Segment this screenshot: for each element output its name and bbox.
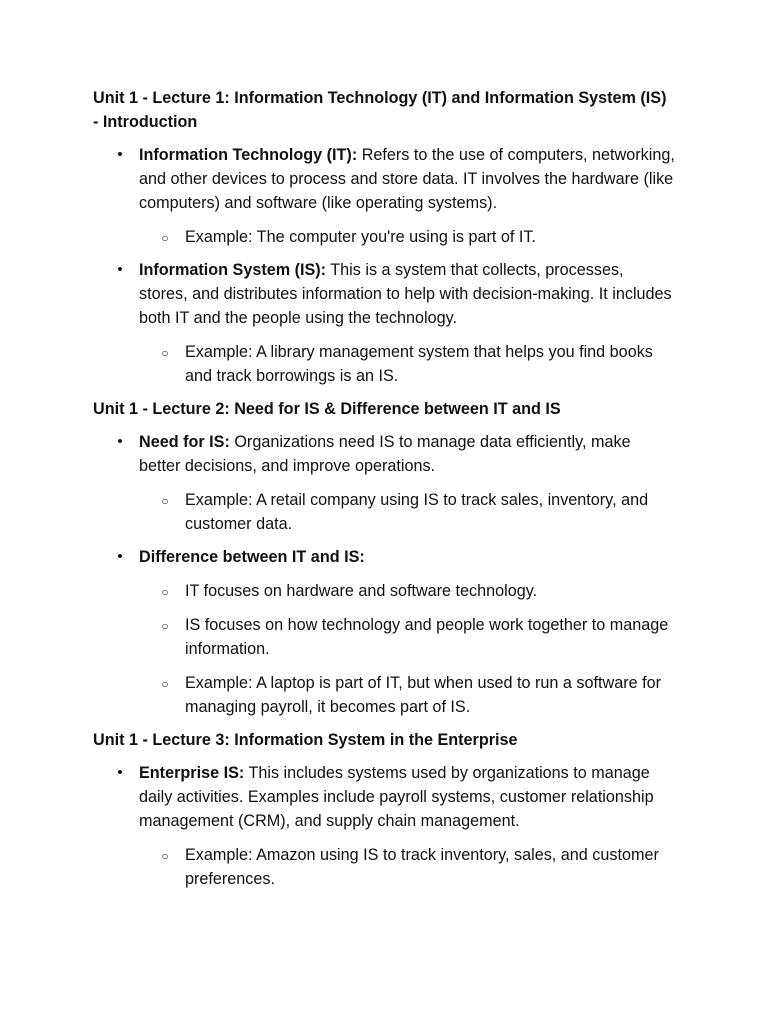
bullet-icon: • [117,764,123,781]
list-item [93,430,676,536]
sub-item-text: IT focuses on hardware and software technology. [185,582,538,600]
sub-bullet-list [139,225,676,249]
list-item [93,761,676,891]
list-item [93,258,676,388]
sub-bullet-list [139,340,676,388]
hollow-circle-bullet-icon: ○ [161,585,169,599]
item-text: Organizations need IS to manage data efficiently, make better decisions, and improve operations. [139,433,631,475]
term-label: Information System (IS): [139,261,327,279]
item-text: This includes systems used by organizations to manage daily activities. Examples include payroll systems, customer relationship management (CRM), and supply chain management. [139,764,654,830]
sub-item-text: Example: The computer you're using is part of IT. [185,228,536,246]
sub-item-text: Example: A retail company using IS to track sales, inventory, and customer data. [185,491,649,533]
term-label: Need for IS: [139,433,230,451]
bullet-list [93,143,676,388]
item-text: Refers to the use of computers, networking, and other devices to process and store data. IT involves the hardware (like computers) and software (like operating systems). [139,146,675,212]
term-label: Enterprise IS: [139,764,245,782]
hollow-circle-bullet-icon: ○ [161,346,169,360]
term-label: Difference between IT and IS: [139,548,365,566]
sub-list-item [139,613,676,661]
sub-list-item [139,340,676,388]
term-label: Information Technology (IT): [139,146,358,164]
sub-item-text: Example: A library management system that helps you find books and track borrowings is an IS. [185,343,653,385]
sub-bullet-list [139,579,676,719]
item-text: This is a system that collects, processes, stores, and distributes information to help with decision-making. It includes both IT and the people using the technology. [139,261,672,327]
bullet-list [93,430,676,719]
sub-bullet-list [139,488,676,536]
list-item [93,143,676,249]
bullet-icon: • [117,548,123,565]
sub-list-item [139,488,676,536]
hollow-circle-bullet-icon: ○ [161,849,169,863]
sub-item-text: IS focuses on how technology and people work together to manage information. [185,616,669,658]
bullet-icon: • [117,146,123,163]
sub-item-text: Example: A laptop is part of IT, but when used to run a software for managing payroll, it becomes part of IS. [185,674,661,716]
sub-list-item [139,579,676,603]
section-heading: Unit 1 - Lecture 1: Information Technology (IT) and Information System (IS) - Introduction [93,89,667,131]
sub-list-item [139,225,676,249]
sub-item-text: Example: Amazon using IS to track inventory, sales, and customer preferences. [185,846,659,888]
hollow-circle-bullet-icon: ○ [161,677,169,691]
sub-bullet-list [139,843,676,891]
hollow-circle-bullet-icon: ○ [161,231,169,245]
bullet-icon: • [117,433,123,450]
sub-list-item [139,671,676,719]
hollow-circle-bullet-icon: ○ [161,619,169,633]
bullet-icon: • [117,261,123,278]
list-item [93,545,676,719]
sub-list-item [139,843,676,891]
section-heading: Unit 1 - Lecture 3: Information System in the Enterprise [93,731,518,749]
bullet-list [93,761,676,891]
section-heading: Unit 1 - Lecture 2: Need for IS & Difference between IT and IS [93,400,561,418]
hollow-circle-bullet-icon: ○ [161,494,169,508]
